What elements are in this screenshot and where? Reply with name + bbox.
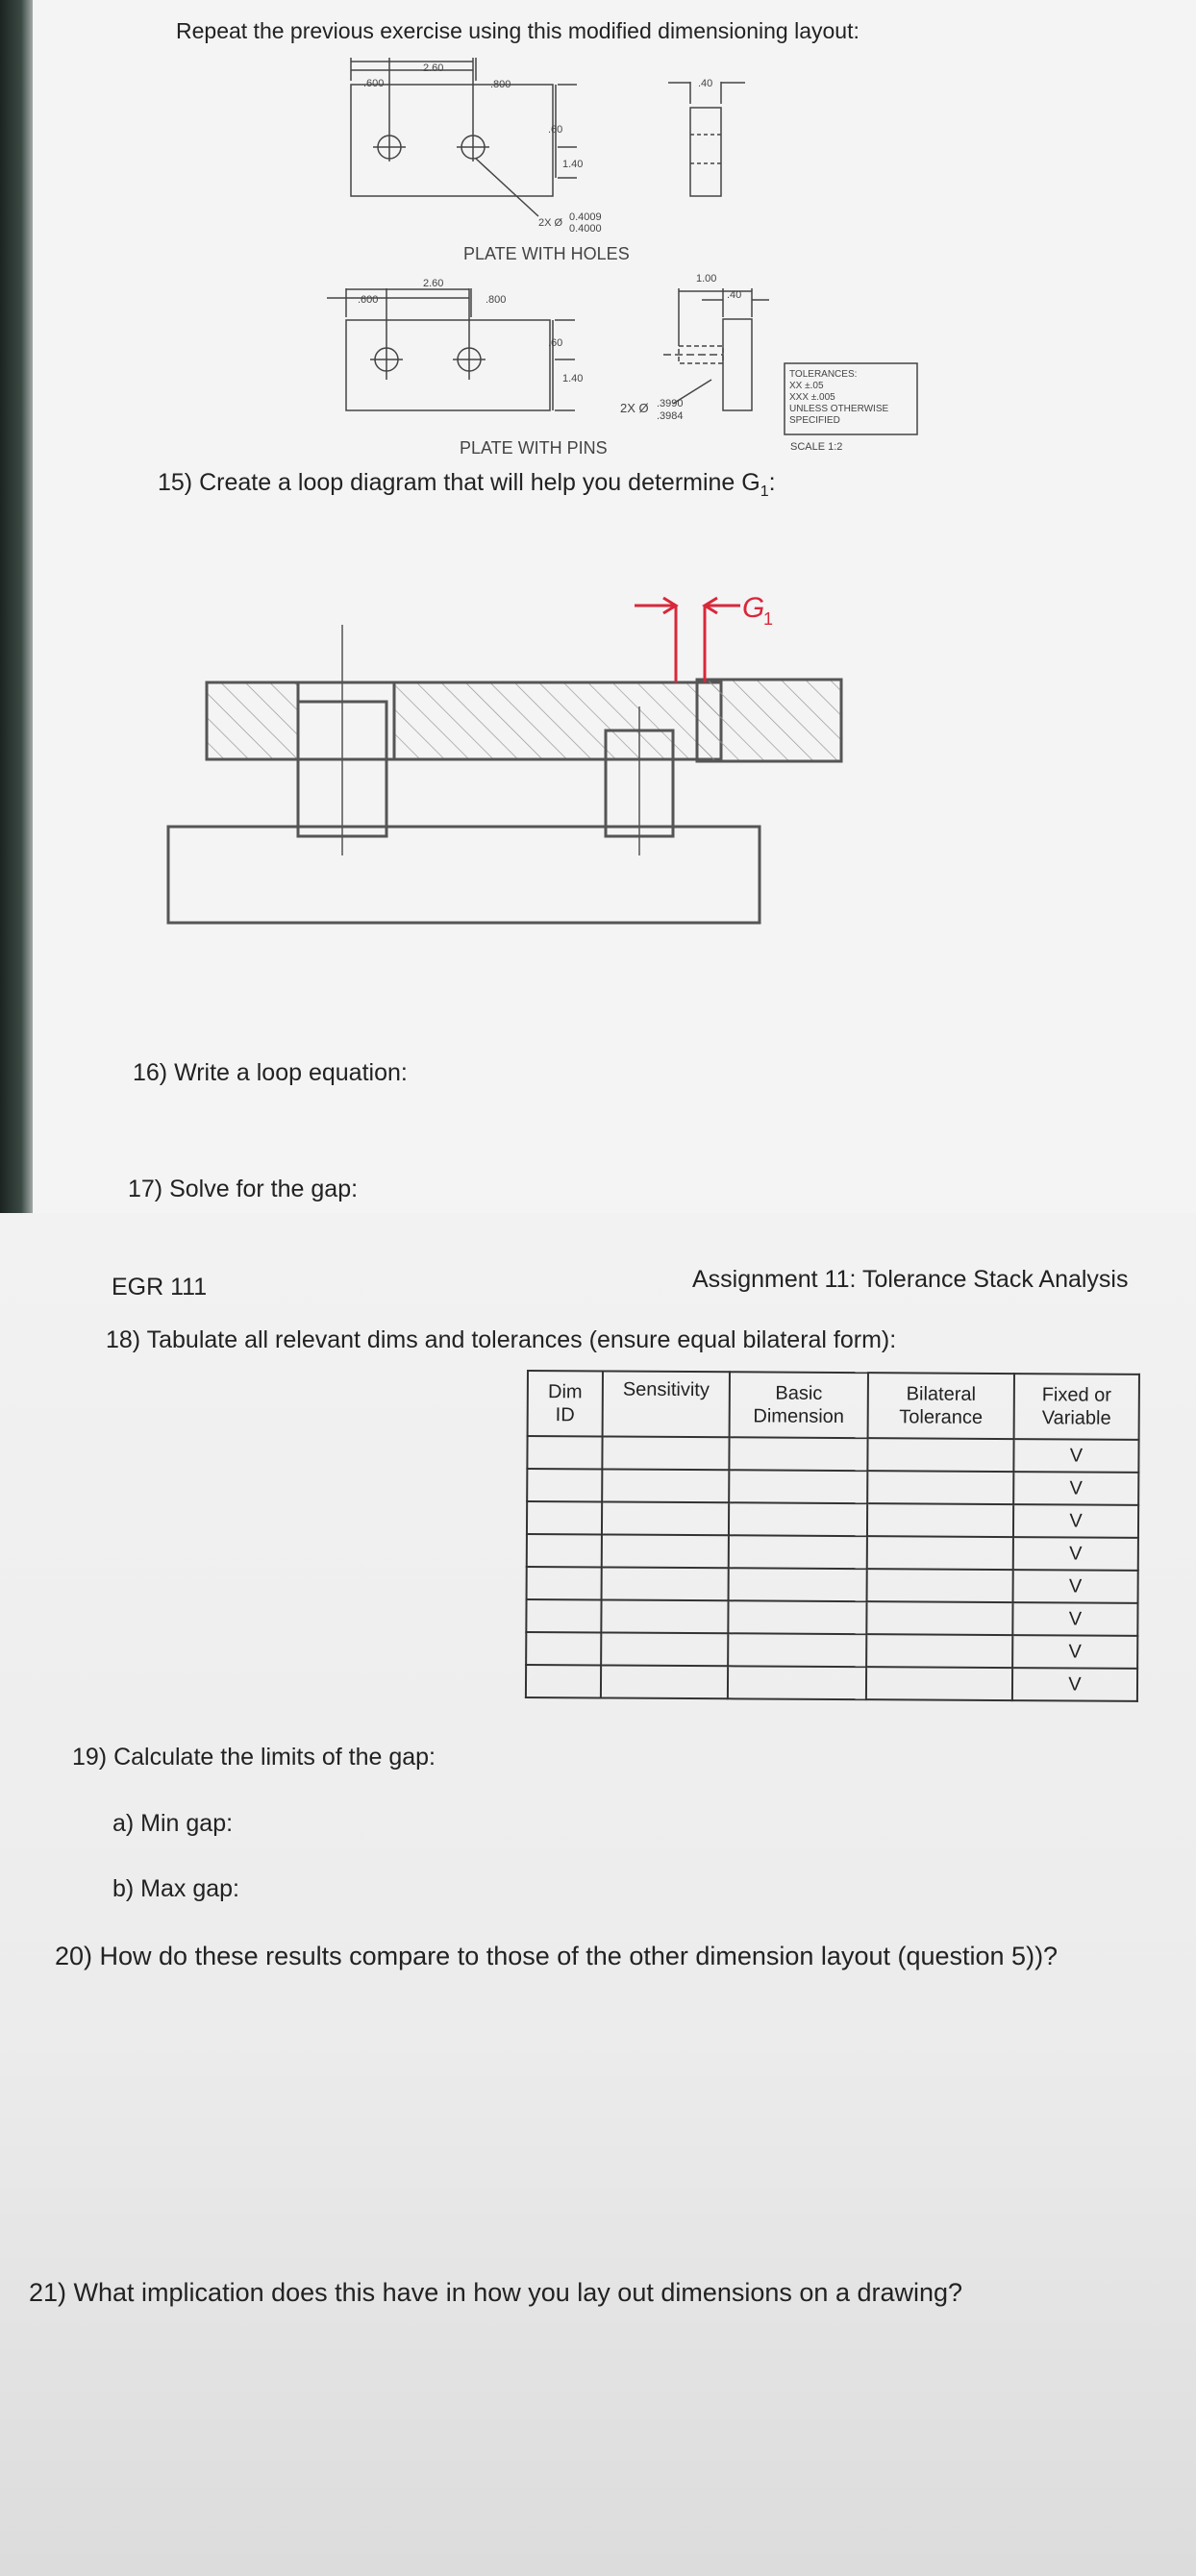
- dim-bottom-spacing: .800: [486, 294, 507, 306]
- question-18: 18) Tabulate all relevant dims and tolerances (ensure equal bilateral form):: [106, 1326, 897, 1353]
- table-row: [526, 1599, 1137, 1636]
- upper-plate-right: [697, 680, 841, 761]
- plate-drawing: [0, 0, 1196, 461]
- intro-text: Repeat the previous exercise using this modified dimensioning layout:: [176, 18, 860, 43]
- table-row: [526, 1632, 1137, 1669]
- question-19b: b) Max gap:: [112, 1875, 240, 1902]
- dim-bottom-height-upper: .60: [548, 337, 563, 349]
- fixed-variable-cell: V: [1012, 1668, 1137, 1701]
- fixed-variable-cell: V: [1013, 1504, 1138, 1538]
- dim-top-left: .600: [363, 78, 385, 89]
- header-basic-dimension: Basic Dimension: [730, 1372, 868, 1438]
- question-17: 17) Solve for the gap:: [128, 1176, 359, 1202]
- header-bilateral-tolerance: Bilateral Tolerance: [868, 1373, 1014, 1439]
- table-header-row: [528, 1371, 1139, 1440]
- question-19: 19) Calculate the limits of the gap:: [72, 1744, 436, 1771]
- dim-bottom-overall: 2.60: [423, 278, 444, 289]
- dim-top-side-width: .40: [698, 78, 713, 89]
- plate-with-holes-outline: [351, 85, 553, 196]
- fixed-variable-cell: V: [1013, 1537, 1138, 1571]
- tolerance-table: [525, 1370, 1140, 1702]
- header-fixed-or-variable: Fixed or Variable: [1014, 1374, 1139, 1440]
- dim-top-height-lower: 1.40: [562, 159, 584, 170]
- pin-note-lower: .3984: [657, 410, 684, 422]
- plate-with-holes-side-view: [690, 108, 721, 196]
- hole-note-lower: 0.4000: [569, 223, 602, 235]
- hole-note-prefix: 2X Ø: [538, 217, 563, 229]
- question-19a: a) Min gap:: [112, 1810, 234, 1837]
- header-dim-id: Dim ID: [528, 1371, 603, 1436]
- question-15: 15) Create a loop diagram that will help you determine $G_1$:: [158, 469, 776, 500]
- fixed-variable-cell: V: [1013, 1570, 1138, 1603]
- caption-plate-with-holes: PLATE WITH HOLES: [463, 244, 630, 263]
- gap-label-subscript: 1: [763, 609, 774, 629]
- table-row: [527, 1501, 1138, 1538]
- question-20: 20) How do these results compare to those of the other dimension layout (question 5))?: [55, 1942, 1059, 1970]
- upper-plate-left: [207, 682, 298, 759]
- question-15-subscript: 1: [760, 483, 769, 500]
- table-row: [527, 1567, 1138, 1603]
- dim-top-spacing: .800: [490, 79, 511, 90]
- pin-note-upper: .3990: [657, 398, 684, 409]
- dim-bottom-left: .600: [358, 294, 379, 306]
- gap-label: G: [742, 592, 765, 624]
- question-16: 16) Write a loop equation:: [133, 1059, 408, 1086]
- tolerance-line-5: SPECIFIED: [789, 415, 840, 426]
- fixed-variable-cell: V: [1013, 1472, 1138, 1505]
- plate-with-pins-side-view: [723, 319, 752, 410]
- table-row: [526, 1665, 1137, 1701]
- assembly-sketch: [154, 567, 865, 932]
- dim-top-height-upper: .60: [548, 124, 563, 136]
- tolerance-line-1: TOLERANCES:: [789, 369, 858, 380]
- course-label: EGR 111: [112, 1274, 208, 1300]
- tolerance-line-3: XXX ±.005: [789, 392, 835, 403]
- dim-bottom-side-pin: 1.00: [696, 273, 717, 285]
- table-row: [527, 1534, 1138, 1571]
- dim-bottom-side-width: .40: [727, 289, 742, 301]
- hole-note-upper: 0.4009: [569, 211, 602, 223]
- fixed-variable-cell: V: [1012, 1602, 1137, 1636]
- caption-plate-with-pins: PLATE WITH PINS: [460, 438, 608, 458]
- fixed-variable-cell: V: [1012, 1635, 1137, 1669]
- scale-note: SCALE 1:2: [790, 441, 843, 453]
- tolerance-line-4: UNLESS OTHERWISE: [789, 404, 889, 414]
- dim-top-overall: 2.60: [423, 62, 444, 74]
- table-row: [527, 1436, 1138, 1473]
- fixed-variable-cell: V: [1013, 1439, 1138, 1473]
- tolerance-line-2: XX ±.05: [789, 381, 824, 391]
- question-21: 21) What implication does this have in how you lay out dimensions on a drawing?: [29, 2278, 963, 2307]
- header-sensitivity: Sensitivity: [603, 1371, 730, 1437]
- assignment-title: Assignment 11: Tolerance Stack Analysis: [692, 1266, 1129, 1293]
- table-row: [527, 1469, 1138, 1505]
- base-plate: [168, 827, 760, 923]
- dim-bottom-height-lower: 1.40: [562, 373, 584, 384]
- pin-note-prefix: 2X Ø: [620, 401, 649, 415]
